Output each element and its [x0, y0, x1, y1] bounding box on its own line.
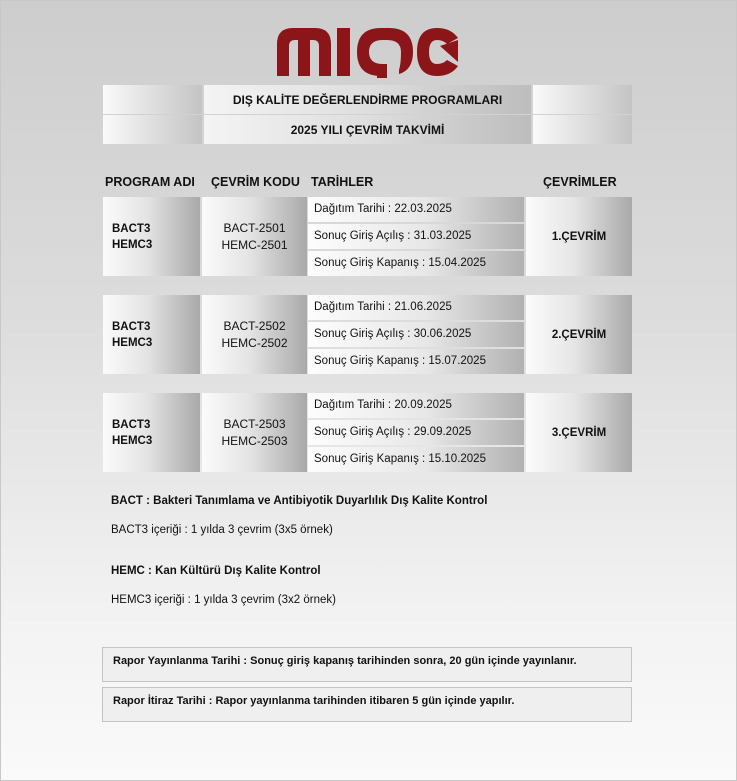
header-title-row — [103, 85, 632, 114]
cycle-label: 3.ÇEVRİM — [526, 393, 632, 472]
result-entry-close-date: Sonuç Giriş Kapanış : 15.04.2025 — [308, 251, 524, 276]
header-side-cell — [103, 85, 202, 114]
result-entry-open-date: Sonuç Giriş Açılış : 29.09.2025 — [308, 420, 524, 445]
dates-cell — [308, 393, 524, 472]
cycle-code: HEMC-2501 — [221, 237, 288, 252]
column-header-program: PROGRAM ADI — [105, 175, 195, 189]
column-header-code: ÇEVRİM KODU — [211, 175, 300, 189]
cycle-code: HEMC-2502 — [221, 335, 288, 350]
program-cell — [103, 393, 200, 472]
hemc-content: HEMC3 içeriği : 1 yılda 3 çevrim (3x2 örnek) — [111, 594, 336, 606]
result-entry-close-date: Sonuç Giriş Kapanış : 15.07.2025 — [308, 349, 524, 374]
cycle-label: 2.ÇEVRİM — [526, 295, 632, 374]
result-entry-open-date: Sonuç Giriş Açılış : 30.06.2025 — [308, 322, 524, 347]
header-side-cell — [533, 115, 632, 144]
result-entry-open-date: Sonuç Giriş Açılış : 31.03.2025 — [308, 224, 524, 249]
bact-definition-title: BACT : Bakteri Tanımlama ve Antibiyotik Duyarlılık Dış Kalite Kontrol — [111, 495, 488, 507]
page-subtitle: 2025 YILI ÇEVRİM TAKVİMİ — [204, 115, 531, 144]
cycle-code-cell — [202, 393, 307, 472]
result-entry-close-date: Sonuç Giriş Kapanış : 15.10.2025 — [308, 447, 524, 472]
program-name: BACT3 — [112, 321, 151, 333]
program-name: HEMC3 — [112, 337, 153, 349]
program-name: BACT3 — [112, 223, 151, 235]
program-name: BACT3 — [112, 419, 151, 431]
program-cell — [103, 197, 200, 276]
column-header-cycles: ÇEVRİMLER — [543, 175, 617, 189]
cycle-code: HEMC-2503 — [221, 433, 288, 448]
distribution-date: Dağıtım Tarihi : 20.09.2025 — [308, 393, 524, 418]
cycle-code-cell — [202, 295, 307, 374]
cycle-code: BACT-2503 — [223, 416, 286, 431]
bact-content: BACT3 içeriği : 1 yılda 3 çevrim (3x5 örnek) — [111, 524, 333, 536]
header-subtitle-row — [103, 115, 632, 144]
cycle-block-3 — [103, 393, 632, 472]
distribution-date: Dağıtım Tarihi : 22.03.2025 — [308, 197, 524, 222]
program-name: HEMC3 — [112, 435, 153, 447]
report-objection-note: Rapor İtiraz Tarihi : Rapor yayınlanma tarihinden itibaren 5 gün içinde yapılır. — [102, 687, 632, 722]
cycle-code-cell — [202, 197, 307, 276]
page-title: DIŞ KALİTE DEĞERLENDİRME PROGRAMLARI — [204, 85, 531, 114]
column-header-dates: TARİHLER — [311, 175, 374, 189]
program-cell — [103, 295, 200, 374]
miqc-logo — [275, 24, 460, 78]
program-name: HEMC3 — [112, 239, 153, 251]
dates-cell — [308, 295, 524, 374]
distribution-date: Dağıtım Tarihi : 21.06.2025 — [308, 295, 524, 320]
header-side-cell — [103, 115, 202, 144]
cycle-code: BACT-2501 — [223, 220, 286, 235]
report-publish-note: Rapor Yayınlanma Tarihi : Sonuç giriş kapanış tarihinden sonra, 20 gün içinde yayınlanır. — [102, 647, 632, 682]
header-side-cell — [533, 85, 632, 114]
cycle-block-1 — [103, 197, 632, 276]
cycle-label: 1.ÇEVRİM — [526, 197, 632, 276]
cycle-block-2 — [103, 295, 632, 374]
hemc-definition-title: HEMC : Kan Kültürü Dış Kalite Kontrol — [111, 565, 321, 577]
cycle-code: BACT-2502 — [223, 318, 286, 333]
dates-cell — [308, 197, 524, 276]
